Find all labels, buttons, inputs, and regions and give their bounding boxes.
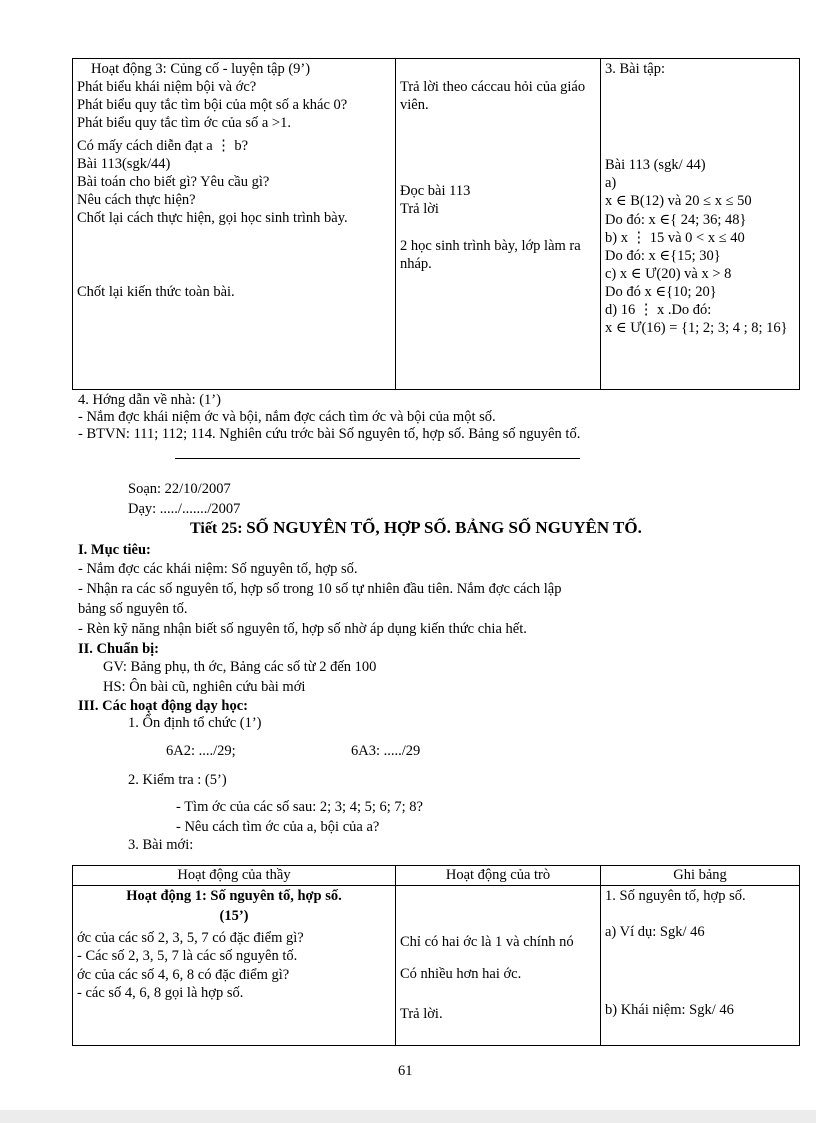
text-line: a) Ví dụ: Sgk/ 46 [605, 924, 705, 941]
text-line: 3. Bài tập: [605, 61, 666, 77]
activity-student-cell [396, 886, 601, 1046]
text-line: Nêu cách thực hiện? [77, 191, 196, 208]
activity-1-time: (15’) [219, 908, 249, 925]
preparation-line: GV: Bảng phụ, th ớc, Bảng các số từ 2 đến 100 [103, 659, 377, 675]
top-table-teacher-cell [73, 59, 396, 390]
section-heading-preparation: II. Chuẩn bị: [78, 641, 159, 657]
lesson-number: Tiết 25: [190, 520, 243, 537]
page-number: 61 [398, 1063, 413, 1079]
text-line: c) x ∈ Ư(20) và x > 8 [605, 265, 732, 282]
lesson-title-text: SỐ NGUYÊN TỐ, HỢP SỐ. BẢNG SỐ NGUYÊN TỐ. [246, 518, 642, 537]
activity-3-title: Hoạt động 3: Củng cố - luyện tập (9’) [91, 61, 311, 77]
top-lesson-table [72, 58, 800, 390]
text-line: a) [605, 175, 617, 192]
class-attendance-6a2: 6A2: ..../29; [166, 743, 236, 759]
activity-board-cell [601, 886, 800, 1046]
text-line: x ∈ Ư(16) = {1; 2; 3; 4 ; 8; 16} [605, 320, 788, 337]
text-line: d) 16 ⋮ x .Do đó: [605, 302, 712, 319]
text-line: - Các số 2, 3, 5, 7 là các số nguyên tố. [77, 948, 298, 965]
activity-1-title: Hoạt động 1: Số nguyên tố, hợp số. [126, 888, 342, 904]
homework-line: - Nắm đợc khái niệm ớc và bội, nắm đợc cách tìm ớc và bội của một số. [78, 409, 496, 425]
text-line: Có nhiều hơn hai ớc. [400, 966, 522, 983]
text-line: Bài 113(sgk/44) [77, 155, 171, 172]
header-board: Ghi bảng [601, 866, 800, 886]
text-line: Do đó: x ∈{ 24; 36; 48} [605, 211, 747, 228]
activity-table [72, 865, 800, 1046]
text-line: Đọc bài 113 [400, 183, 471, 200]
text-line: x ∈ B(12) và 20 ≤ x ≤ 50 [605, 193, 752, 210]
text-line: Phát biểu quy tắc tìm ớc của số a >1. [77, 115, 291, 132]
step-organize: 1. Ổn định tổ chức (1’) [128, 715, 262, 731]
text-line: Phát biểu khái niệm bội và ớc? [77, 79, 257, 96]
text-line: Chỉ có hai ớc là 1 và chính nó [400, 934, 574, 950]
viewer-bottom-bar [0, 1110, 816, 1123]
check-question: - Tìm ớc của các số sau: 2; 3; 4; 5; 6; 7; 8? [176, 799, 423, 815]
text-line: Bài 113 (sgk/ 44) [605, 157, 706, 174]
preparation-line: HS: Ôn bài cũ, nghiên cứu bài mới [103, 679, 306, 695]
text-line: ớc của các số 2, 3, 5, 7 có đặc điểm gì? [77, 930, 304, 947]
text-line: Chốt lại kiến thức toàn bài. [77, 284, 235, 301]
text-line: - các số 4, 6, 8 gọi là hợp số. [77, 984, 244, 1001]
header-teacher: Hoạt động của thầy [73, 866, 396, 886]
text-line: Do đó: x ∈{15; 30} [605, 247, 721, 264]
divider [175, 458, 580, 459]
text-line: Chốt lại cách thực hiện, gọi học sinh trình bày. [77, 210, 348, 226]
top-table-board-cell [601, 59, 800, 390]
homework-heading: 4. Hớng dẫn về nhà: (1’) [78, 392, 221, 408]
objective-line: bảng số nguyên tố. [78, 601, 188, 617]
header-student: Hoạt động của trò [396, 866, 601, 886]
day-date: Dạy: ...../......./2007 [128, 501, 241, 517]
text-line: Phát biểu quy tắc tìm bội của một số a khác 0? [77, 97, 348, 114]
lesson-title [190, 517, 642, 539]
objective-line: - Nắm đợc các khái niệm: Số nguyên tố, hợp số. [78, 561, 358, 577]
objective-line: - Nhận ra các số nguyên tố, hợp số trong 10 số tự nhiên đầu tiên. Nắm đợc cách lập [78, 581, 562, 597]
check-question: - Nêu cách tìm ớc của a, bội của a? [176, 819, 380, 835]
text-line: Trả lời theo cáccau hỏi của giáo viên. [400, 79, 586, 114]
soan-date: Soạn: 22/10/2007 [128, 481, 231, 497]
activity-teacher-cell [73, 886, 396, 1046]
text-line: ớc của các số 4, 6, 8 có đặc điểm gì? [77, 966, 290, 983]
text-line: Do đó x ∈{10; 20} [605, 284, 717, 300]
homework-line: - BTVN: 111; 112; 114. Nghiên cứu trớc bài Số nguyên tố, hợp số. Bảng số nguyên tố. [78, 426, 581, 442]
text-line: Trả lời. [400, 1006, 443, 1023]
text-line: 1. Số nguyên tố, hợp số. [605, 888, 746, 904]
class-attendance-6a3: 6A3: ...../29 [351, 743, 421, 759]
text-line: b) x ⋮ 15 và 0 < x ≤ 40 [605, 229, 745, 246]
top-table-student-cell [396, 59, 601, 390]
section-heading-activities: III. Các hoạt động dạy học: [78, 698, 248, 714]
text-line: Bài toán cho biết gì? Yêu cầu gì? [77, 173, 270, 190]
section-heading-objectives: I. Mục tiêu: [78, 542, 151, 558]
text-line: Có mấy cách diễn đạt a ⋮ b? [77, 137, 249, 154]
objective-line: - Rèn kỹ năng nhận biết số nguyên tố, hợp số nhờ áp dụng kiến thức chia hết. [78, 621, 527, 637]
text-line: b) Khái niệm: Sgk/ 46 [605, 1002, 734, 1019]
text-line: Trả lời [400, 201, 439, 218]
text-line: 2 học sinh trình bày, lớp làm ra nháp. [400, 237, 581, 272]
step-new-lesson: 3. Bài mới: [128, 837, 194, 853]
step-check: 2. Kiểm tra : (5’) [128, 772, 227, 788]
